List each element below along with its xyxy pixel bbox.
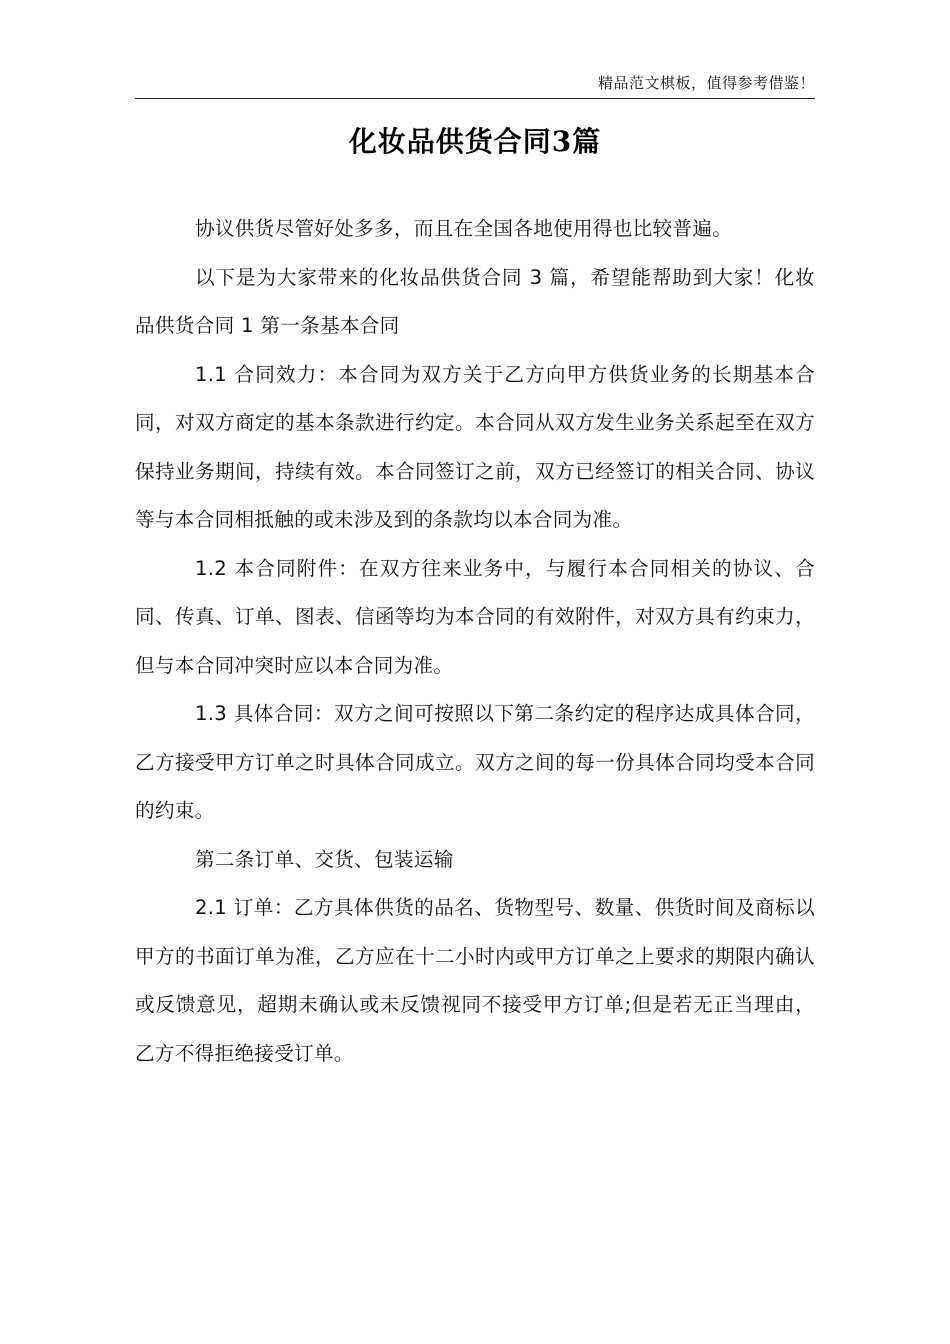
paragraph-intro-2: 以下是为大家带来的化妆品供货合同 3 篇，希望能帮助到大家！化妆品供货合同 1 第一条基本合同 (135, 265, 815, 337)
paragraph-1-2: 1.2 本合同附件：在双方往来业务中，与履行本合同相关的协议、合同、传真、订单、图表、信函等均为本合同的有效附件，对双方具有约束力，但与本合同冲突时应以本合同为准。 (135, 556, 815, 677)
paragraph-2-1: 2.1 订单：乙方具体供货的品名、货物型号、数量、供货时间及商标以甲方的书面订单为准，乙方应在十二小时内或甲方订单之上要求的期限内确认或反馈意见，超期未确认或未反馈视同不接受甲方订单;但是若无正当理由，乙方不得拒绝接受订单。 (135, 896, 815, 1065)
header-note: 精品范文棋板，值得参考借鉴！ (597, 74, 815, 92)
document-body (135, 205, 815, 1078)
page-header (135, 70, 815, 99)
paragraph-1-3: 1.3 具体合同：双方之间可按照以下第二条约定的程序达成具体合同，乙方接受甲方订单之时具体合同成立。双方之间的每一份具体合同均受本合同的约束。 (135, 702, 815, 822)
paragraph-1-1: 1.1 合同效力：本合同为双方关于乙方向甲方供货业务的长期基本合同，对双方商定的基本条款进行约定。本合同从双方发生业务关系起至在双方保持业务期间，持续有效。本合同签订之前，双方已经签订的相关合同、协议等与本合同相抵触的或未涉及到的条款均以本合同为准。 (135, 362, 815, 531)
section-heading-2: 第二条订单、交货、包装运输 (195, 847, 454, 871)
paragraph-intro: 协议供货尽管好处多多，而且在全国各地使用得也比较普遍。 (195, 217, 733, 240)
document-title: 化妆品供货合同3篇 (348, 125, 602, 158)
